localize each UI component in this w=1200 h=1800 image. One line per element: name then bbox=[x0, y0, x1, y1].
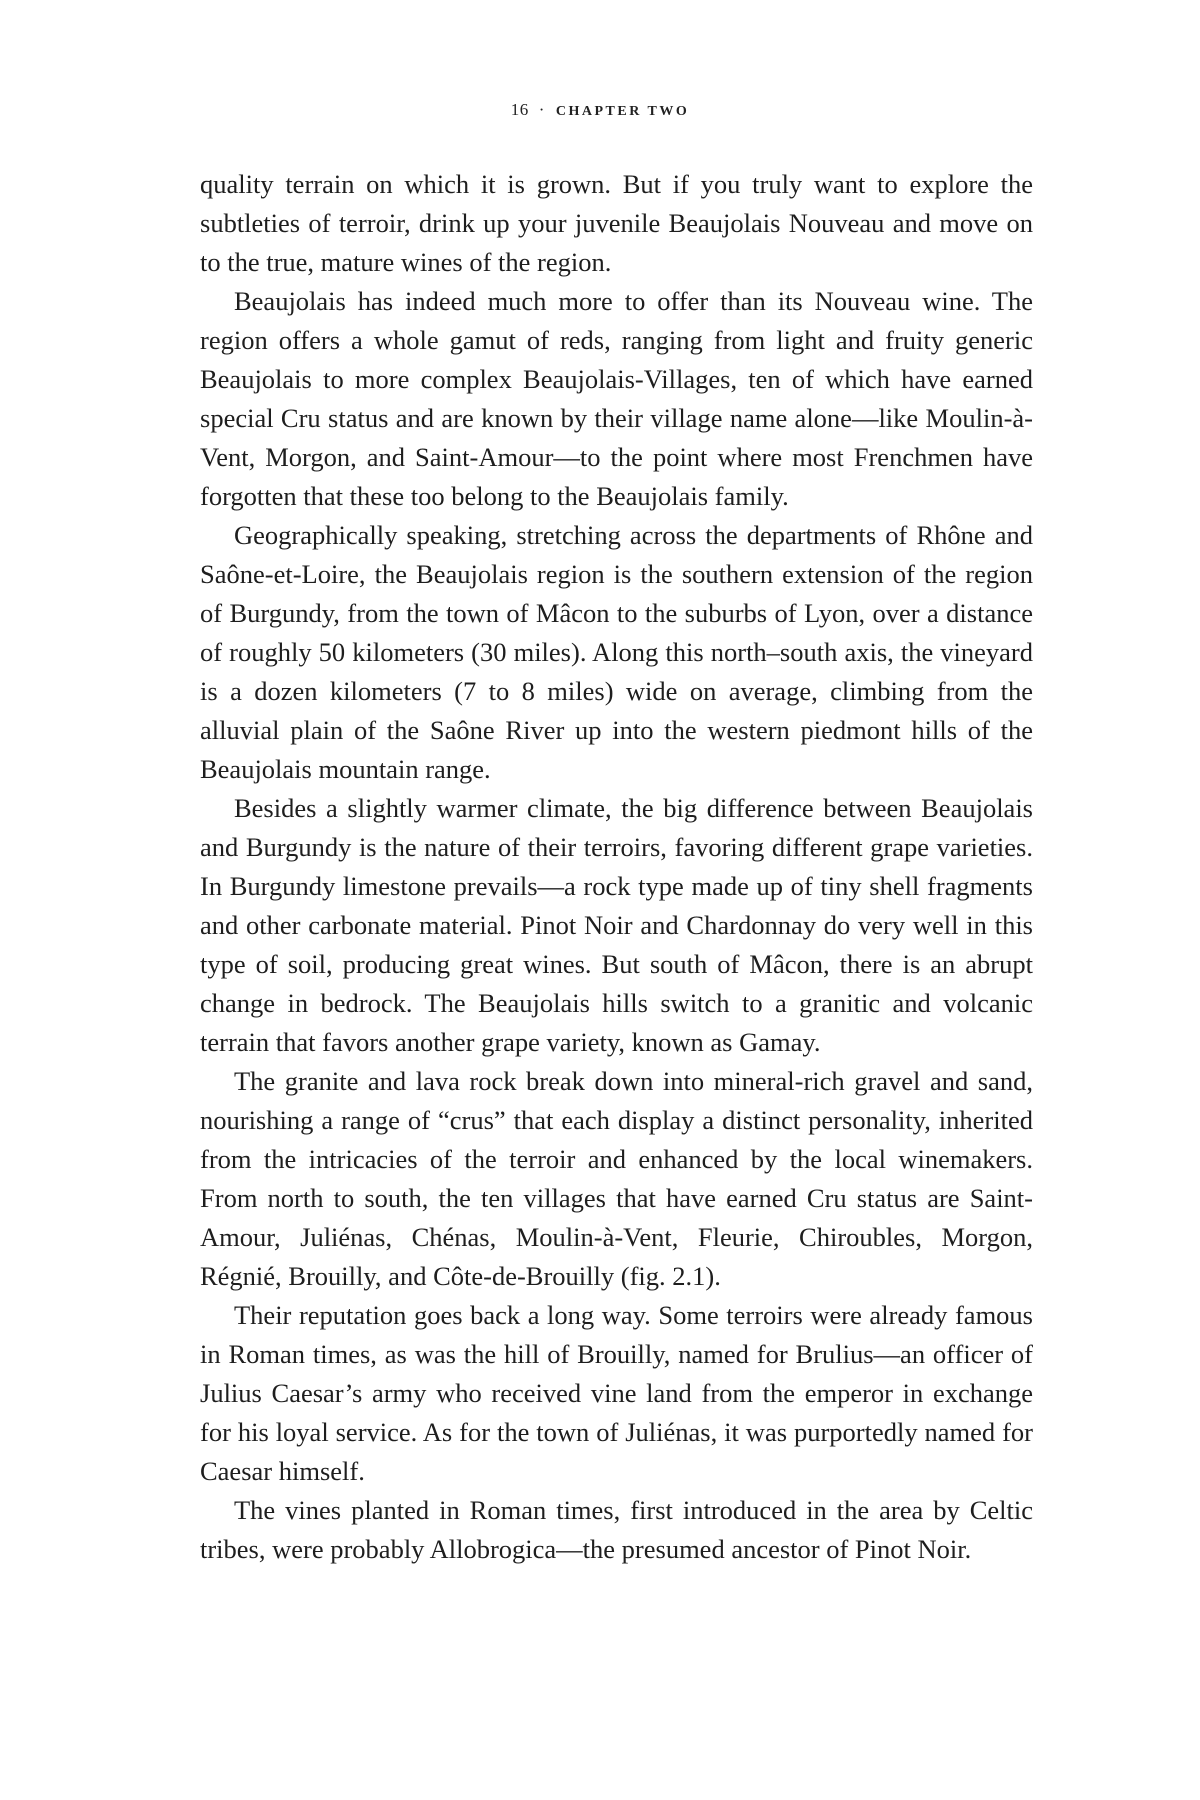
chapter-title: CHAPTER TWO bbox=[555, 104, 690, 119]
running-head bbox=[0, 100, 1200, 120]
header-separator: · bbox=[538, 100, 546, 119]
paragraph-2: Beaujolais has indeed much more to offer than its Nouveau wine. The region offers a whole gamut of reds, ranging from light and fruity generic Beaujolais to more complex Beaujolais-Villages, ten of which have earned special Cru status and are known by their village name alone—like Moulin-à-Vent, Morgon, and Saint-Amour—to the point where most Frenchmen have forgotten that these too belong to the Beaujolais family. bbox=[200, 286, 1033, 511]
paragraph-3: Geographically speaking, stretching across the departments of Rhône and Saône-et-Loire, the Beaujolais region is the southern extension of the region of Burgundy, from the town of Mâcon to the suburbs of Lyon, over a distance of roughly 50 kilometers (30 miles). Along this north–south axis, the vineyard is a dozen kilometers (7 to 8 miles) wide on average, climbing from the alluvial plain of the Saône River up into the western piedmont hills of the Beaujolais mountain range. bbox=[200, 520, 1033, 784]
page-number: 16 bbox=[510, 100, 529, 119]
paragraph-1: quality terrain on which it is grown. But if you truly want to explore the subtleties of terroir, drink up your juvenile Beaujolais Nouveau and move on to the true, mature wines of the region. bbox=[200, 169, 1033, 277]
paragraph-4: Besides a slightly warmer climate, the big difference between Beaujolais and Burgundy is the nature of their terroirs, favoring different grape varieties. In Burgundy limestone prevails—a rock type made up of tiny shell fragments and other carbonate material. Pinot Noir and Chardonnay do very well in this type of soil, producing great wines. But south of Mâcon, there is an abrupt change in bedrock. The Beaujolais hills switch to a granitic and volcanic terrain that favors another grape variety, known as Gamay. bbox=[200, 793, 1033, 1057]
body-text bbox=[200, 165, 1033, 1569]
paragraph-7: The vines planted in Roman times, first introduced in the area by Celtic tribes, were probably Allobrogica—the presumed ancestor of Pinot Noir. bbox=[200, 1495, 1033, 1564]
paragraph-5: The granite and lava rock break down into mineral-rich gravel and sand, nourishing a range of “crus” that each display a distinct personality, inherited from the intricacies of the terroir and enhanced by the local winemakers. From north to south, the ten villages that have earned Cru status are Saint-Amour, Juliénas, Chénas, Moulin-à-Vent, Fleurie, Chiroubles, Morgon, Régnié, Brouilly, and Côte-de-Brouilly (fig. 2.1). bbox=[200, 1066, 1033, 1291]
paragraph-6: Their reputation goes back a long way. Some terroirs were already famous in Roman times, as was the hill of Brouilly, named for Brulius—an officer of Julius Caesar’s army who received vine land from the emperor in exchange for his loyal service. As for the town of Juliénas, it was purportedly named for Caesar himself. bbox=[200, 1300, 1033, 1486]
